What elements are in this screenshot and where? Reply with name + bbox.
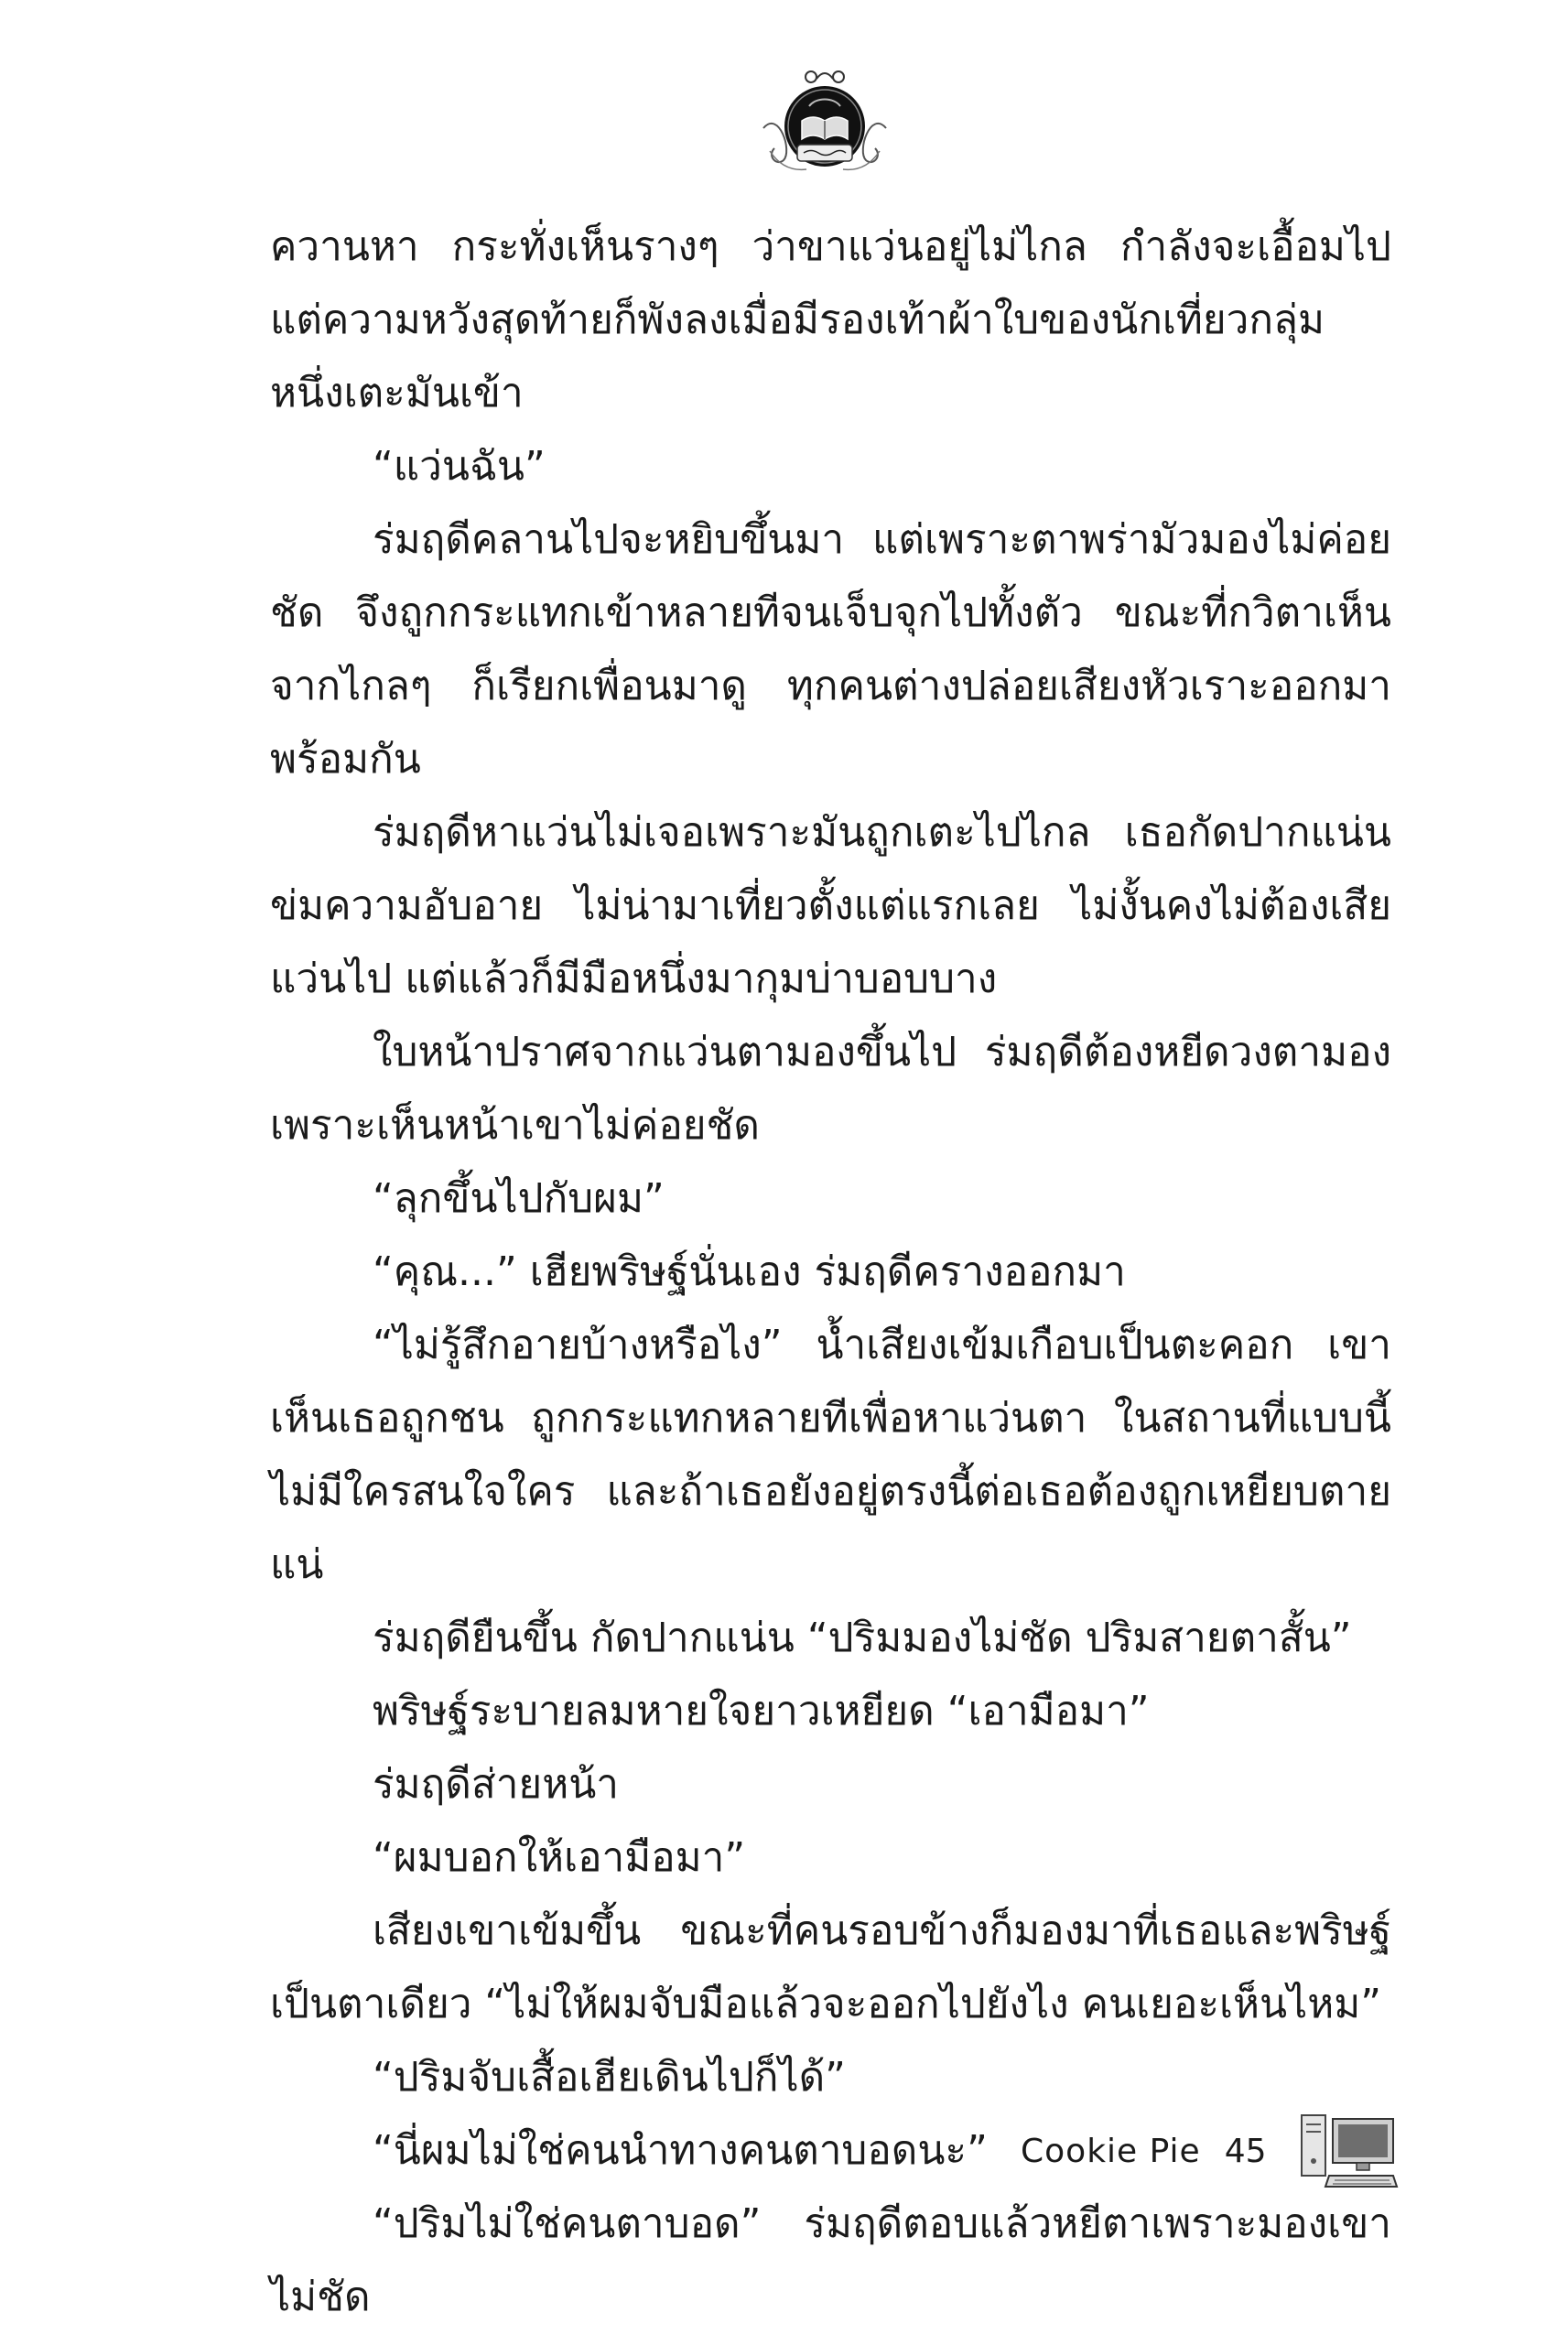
paragraph: “ปริมจับเสื้อเฮียเดินไปก็ได้” bbox=[373, 2054, 846, 2101]
paragraph: ร่มฤดีส่ายหน้า bbox=[373, 1761, 619, 1808]
paragraph: “ไม่รู้สึกอายบ้างหรือไง” น้ำเสียงเข้มเกือบเป็นตะคอก เขาเห็นเธอถูกชน ถูกกระแทกหลายทีเพื่อหาแว่นตา ในสถานที่แบบนี้ไม่มีใครสนใจใคร และถ้าเธอยังอยู่ตรงนี้ต่อเธอต้องถูกเหยียบตายแน่ bbox=[270, 1322, 1391, 1588]
emblem-icon bbox=[756, 64, 893, 183]
computer-icon bbox=[1298, 2110, 1399, 2192]
body-text bbox=[270, 211, 1391, 2334]
paragraph: “นี่ผมไม่ใช่คนนำทางคนตาบอดนะ” bbox=[373, 2127, 988, 2174]
paragraph: ร่มฤดีคลานไปจะหยิบขึ้นมา แต่เพราะตาพร่ามัวมองไม่ค่อยชัด จึงถูกกระแทกเข้าหลายทีจนเจ็บจุกไปทั้งตัว ขณะที่กวิตาเห็นจากไกลๆ ก็เรียกเพื่อนมาดู ทุกคนต่างปล่อยเสียงหัวเราะออกมาพร้อมกัน bbox=[270, 516, 1391, 783]
paragraph: เสียงเขาเข้มขึ้น ขณะที่คนรอบข้างก็มองมาที่เธอและพริษฐ์เป็นตาเดียว “ไม่ให้ผมจับมือแล้วจะออกไปยังไง คนเยอะเห็นไหม” bbox=[270, 1907, 1391, 2027]
paragraph: “แว่นฉัน” bbox=[373, 443, 546, 490]
paragraph: “ปริมไม่ใช่คนตาบอด” ร่มฤดีตอบแล้วหยีตาเพราะมองเขาไม่ชัด bbox=[270, 2200, 1391, 2320]
book-title: Cookie Pie bbox=[1021, 2132, 1201, 2170]
page-footer bbox=[1021, 2105, 1399, 2197]
paragraph: พริษฐ์ระบายลมหายใจยาวเหยียด “เอามือมา” bbox=[373, 1688, 1150, 1734]
paragraph: “คุณ...” เฮียพริษฐ์นั่นเอง ร่มฤดีครางออกมา bbox=[373, 1248, 1126, 1295]
paragraph: “ลุกขึ้นไปกับผม” bbox=[373, 1175, 665, 1222]
paragraph: ใบหน้าปราศจากแว่นตามองขึ้นไป ร่มฤดีต้องหยีดวงตามองเพราะเห็นหน้าเขาไม่ค่อยชัด bbox=[270, 1029, 1391, 1149]
paragraph: ควานหา กระทั่งเห็นรางๆ ว่าขาแว่นอยู่ไม่ไกล กำลังจะเอื้อมไป แต่ความหวังสุดท้ายก็พังลงเมื่อมีรองเท้าผ้าใบของนักเที่ยวกลุ่มหนึ่งเตะมันเข้า bbox=[270, 223, 1391, 416]
paragraph: “ผมบอกให้เอามือมา” bbox=[373, 1834, 746, 1881]
page-number: 45 bbox=[1224, 2132, 1267, 2170]
paragraph: ร่มฤดีหาแว่นไม่เจอเพราะมันถูกเตะไปไกล เธอกัดปากแน่น ข่มความอับอาย ไม่น่ามาเที่ยวตั้งแต่แรกเลย ไม่งั้นคงไม่ต้องเสียแว่นไป แต่แล้วก็มีมือหนึ่งมากุมบ่าบอบบาง bbox=[270, 809, 1391, 1002]
paragraph: ร่มฤดียืนขึ้น กัดปากแน่น “ปริมมองไม่ชัด ปริมสายตาสั้น” bbox=[373, 1615, 1352, 1661]
